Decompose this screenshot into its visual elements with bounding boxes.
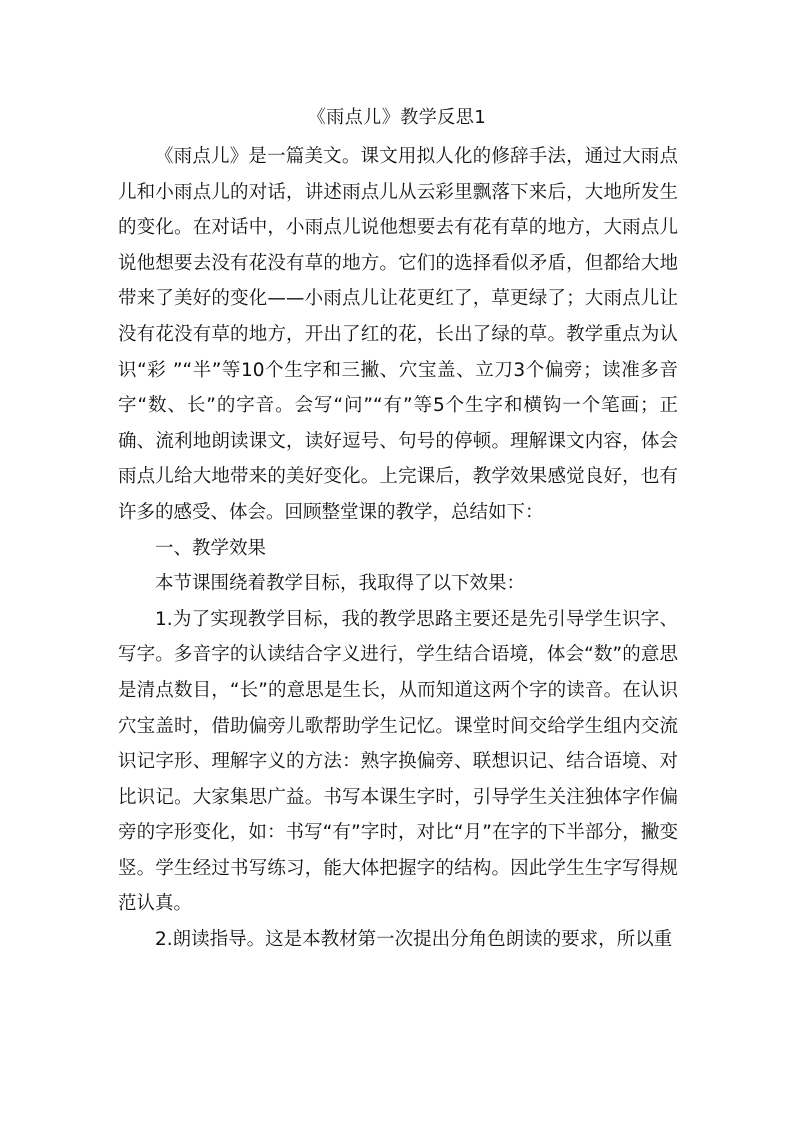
paragraph-effect-summary: 本节课围绕着教学目标，我取得了以下效果：: [155, 573, 526, 595]
paragraph-point-2: 2.朗读指导。这是本教材第一次提出分角色朗读的要求，所以重: [155, 929, 673, 951]
paragraph-intro: 《雨点儿》是一篇美文。课文用拟人化的修辞手法，通过大雨点儿和小雨点儿的对话，讲述雨点儿从云彩里飘落下来后，大地所发生的变化。在对话中，小雨点儿说他想要去有花有草的地方，大雨点儿说他想要去没有花没有草的地方。它们的选择看似矛盾，但都给大地带来了美好的变化——小雨点儿让花更红了，草更绿了；大雨点儿让没有花没有草的地方，开出了红的花，长出了绿的草。教学重点为认识“彩 ”“半”等10个生字和三撇、穴宝盖、立刀3个偏旁；读准多音字“数、长”的字音。会写“问”“有”等5个生字和横钩一个笔画；正确、流利地朗读课文，读好逗号、句号的停顿。理解课文内容，体会雨点儿给大地带来的美好变化。上完课后，教学效果感觉良好，也有许多的感受、体会。回顾整堂课的教学，总结如下：: [118, 146, 678, 523]
section-heading-teaching-effect: 一、教学效果: [155, 537, 267, 559]
paragraph-point-1: 1.为了实现教学目标，我的教学思路主要还是先引导学生识字、写字。多音字的认读结合字义进行，学生结合语境，体会“数”的意思是清点数目，“长”的意思是生长，从而知道这两个字的读音。在认识穴宝盖时，借助偏旁儿歌帮助学生记忆。课堂时间交给学生组内交流识记字形、理解字义的方法：熟字换偏旁、联想识记、结合语境、对比识记。大家集思广益。书写本课生字时，引导学生关注独体字作偏旁的字形变化，如：书写“有”字时，对比“月”在字的下半部分，撇变竖。学生经过书写练习，能大体把握字的结构。因此学生生字写得规范认真。: [118, 608, 678, 915]
document-title: 《雨点儿》教学反思1: [307, 107, 487, 128]
document-body: [118, 139, 678, 958]
